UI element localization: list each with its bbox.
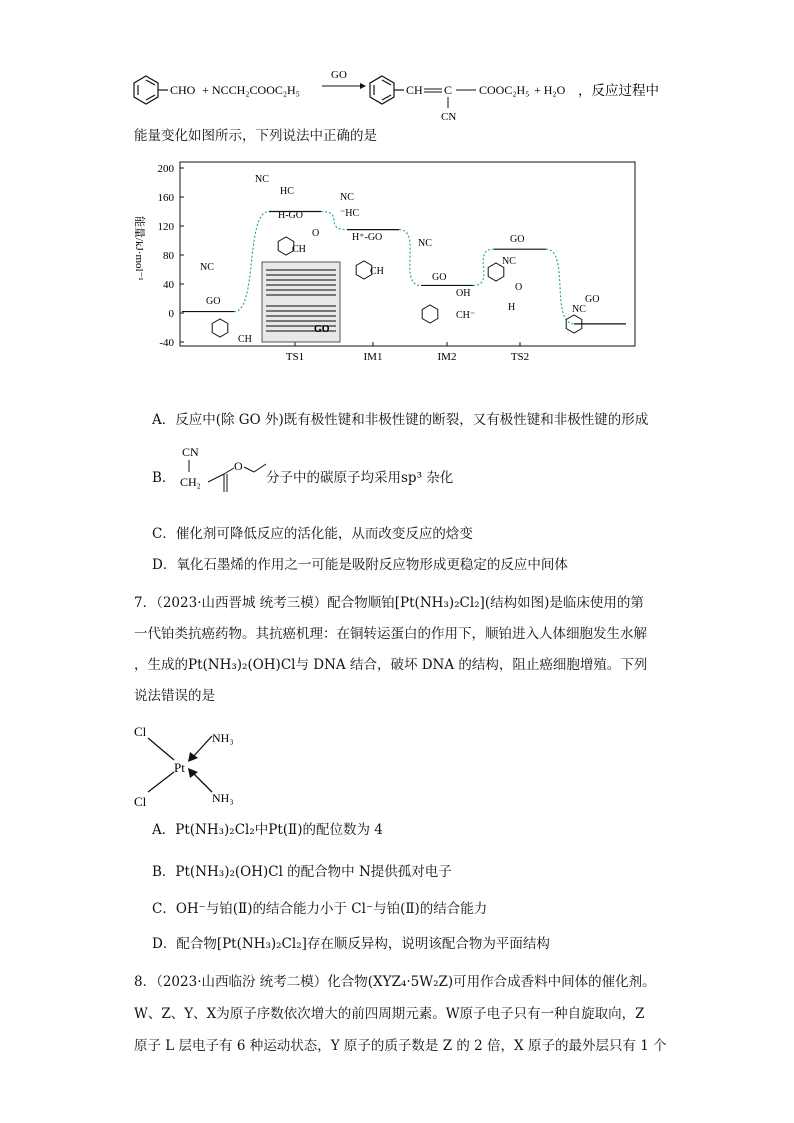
q8-line2: W、Z、Y、X为原子序数依次增大的前四周期元素。W原子电子只有一种自旋取向，Z bbox=[134, 1006, 645, 1022]
label-go-start: GO bbox=[206, 296, 221, 307]
cisplatin-structure bbox=[130, 720, 250, 810]
energy-diagram bbox=[130, 160, 640, 370]
inset-go-label: GO bbox=[314, 324, 330, 335]
label-hgo-ts1: H-GO bbox=[278, 210, 303, 221]
reactant1-group: CHO bbox=[170, 83, 196, 97]
reaction-equation bbox=[130, 62, 670, 124]
option-b-text: 分子中的碳原子均采用sp³ 杂化 bbox=[266, 470, 454, 486]
nh3-bottom: NH₃ bbox=[212, 791, 234, 805]
nh3-top: NH₃ bbox=[212, 731, 234, 745]
x-tick-label: IM2 bbox=[437, 351, 457, 363]
arrow-icon bbox=[360, 83, 366, 89]
label-ch-start: CH bbox=[238, 334, 252, 345]
question-intro: 能量变化如图所示，下列说法中正确的是 bbox=[134, 128, 377, 144]
label-chminus-im2: CH⁻ bbox=[456, 310, 476, 321]
y-tick-label: 160 bbox=[157, 192, 174, 204]
label-nc-im2: NC bbox=[418, 238, 432, 249]
energy-path-segment bbox=[546, 249, 574, 324]
b-o: O bbox=[234, 459, 243, 473]
benzene-ring-icon bbox=[370, 76, 404, 104]
energy-path-segment bbox=[473, 249, 494, 285]
catalyst-label: GO bbox=[331, 69, 347, 81]
b-cn: CN bbox=[182, 445, 199, 459]
y-axis-label: 能量/kJ·mol⁻¹ bbox=[133, 216, 145, 281]
product-ch: CH bbox=[406, 83, 423, 97]
q7-option-a[interactable]: A．Pt(NH₃)₂Cl₂中Pt(Ⅱ)的配位数为 4 bbox=[152, 822, 383, 838]
option-c[interactable]: C．催化剂可降低反应的活化能，从而改变反应的焓变 bbox=[152, 526, 473, 542]
label-hplusgo-im1: H⁺-GO bbox=[352, 232, 383, 243]
product-cn: CN bbox=[441, 111, 457, 123]
benzene-ring-icon bbox=[422, 305, 438, 323]
q7-option-b[interactable]: B．Pt(NH₃)₂(OH)Cl 的配合物中 N提供孤对电子 bbox=[152, 864, 452, 880]
q7-line1: 7．（2023·山西晋城 统考三模）配合物顺铂[Pt(NH₃)₂Cl₂](结构如图)是临床使用的第 bbox=[134, 595, 644, 611]
x-tick-label: TS2 bbox=[510, 351, 530, 363]
label-ch-ts1: CH bbox=[292, 244, 306, 255]
q8-line3: 原子 L 层电子有 6 种运动状态，Y 原子的质子数是 Z 的 2 倍，X 原子的最外层只有 1 个 bbox=[134, 1038, 667, 1054]
cl-top: Cl bbox=[134, 724, 147, 739]
q7-line4: 说法错误的是 bbox=[134, 688, 215, 704]
label-nc-ts2: NC bbox=[502, 256, 516, 267]
label-nc-ts1: NC bbox=[255, 174, 269, 185]
q8-line1: 8．（2023·山西临汾 统考二模）化合物(XYZ₄·5W₂Z)可用作合成香料中间体的催化剂。 bbox=[134, 974, 656, 990]
label-hc-im1: ⁻HC bbox=[340, 208, 360, 219]
label-go-end: GO bbox=[585, 294, 600, 305]
reaction-tail: ，反应过程中 bbox=[578, 83, 659, 99]
label-hc-ts1: HC bbox=[280, 186, 294, 197]
option-a[interactable]: A．反应中(除 GO 外)既有极性键和非极性键的断裂，又有极性键和非极性键的形成 bbox=[152, 412, 649, 428]
y-tick-label: 40 bbox=[163, 279, 174, 291]
plus-sign: + bbox=[202, 83, 209, 97]
x-tick-label: TS1 bbox=[285, 351, 305, 363]
reactant2: NCCH₂COOC₂H₅ bbox=[212, 83, 300, 97]
plot-frame bbox=[180, 162, 635, 346]
x-tick-label: IM1 bbox=[363, 351, 383, 363]
y-tick-label: 80 bbox=[163, 250, 174, 262]
q7-line2: 一代铂类抗癌药物。其抗癌机理：在铜转运蛋白的作用下，顺铂进入人体细胞发生水解 bbox=[134, 626, 647, 642]
y-tick-label: 120 bbox=[157, 221, 174, 233]
label-o-ts2: O bbox=[515, 282, 523, 293]
benzene-ring-icon bbox=[488, 263, 504, 281]
option-b[interactable] bbox=[152, 440, 552, 500]
label-nc-start: NC bbox=[200, 262, 214, 273]
label-nc-end: NC bbox=[572, 304, 586, 315]
option-b-structure bbox=[172, 440, 272, 500]
option-b-prefix: B． bbox=[152, 470, 176, 486]
pt-atom: Pt bbox=[174, 760, 185, 775]
q7-line3: ，生成的Pt(NH₃)₂(OH)Cl与 DNA 结合，破坏 DNA 的结构，阻止癌细胞增殖。下列 bbox=[134, 657, 648, 673]
label-ch-im1: CH bbox=[370, 266, 384, 277]
y-tick-label: 0 bbox=[168, 308, 174, 320]
product-ester: COOC₂H₅ bbox=[479, 83, 530, 97]
y-tick-label: -40 bbox=[159, 337, 174, 349]
label-h-ts2: H bbox=[508, 302, 516, 313]
y-tick-label: 200 bbox=[157, 163, 174, 175]
q7-option-d[interactable]: D．配合物[Pt(NH₃)₂Cl₂]存在顺反异构，说明该配合物为平面结构 bbox=[152, 936, 550, 952]
cl-bottom: Cl bbox=[134, 794, 147, 809]
label-go-im2: GO bbox=[432, 272, 447, 283]
q7-option-c[interactable]: C．OH⁻与铂(Ⅱ)的结合能力小于 Cl⁻与铂(Ⅱ)的结合能力 bbox=[152, 901, 488, 917]
label-o-ts1: O bbox=[312, 228, 320, 239]
label-go-ts2: GO bbox=[510, 234, 525, 245]
benzene-ring-icon bbox=[212, 319, 228, 337]
option-d[interactable]: D．氧化石墨烯的作用之一可能是吸附反应物形成更稳定的反应中间体 bbox=[152, 557, 568, 573]
product-c: C bbox=[444, 83, 453, 97]
label-oh-im2: OH bbox=[456, 288, 471, 299]
b-ch2: CH₂ bbox=[180, 475, 201, 489]
benzene-ring-icon bbox=[134, 76, 168, 104]
water: + H₂O bbox=[534, 83, 566, 97]
label-nc-im1: NC bbox=[340, 192, 354, 203]
